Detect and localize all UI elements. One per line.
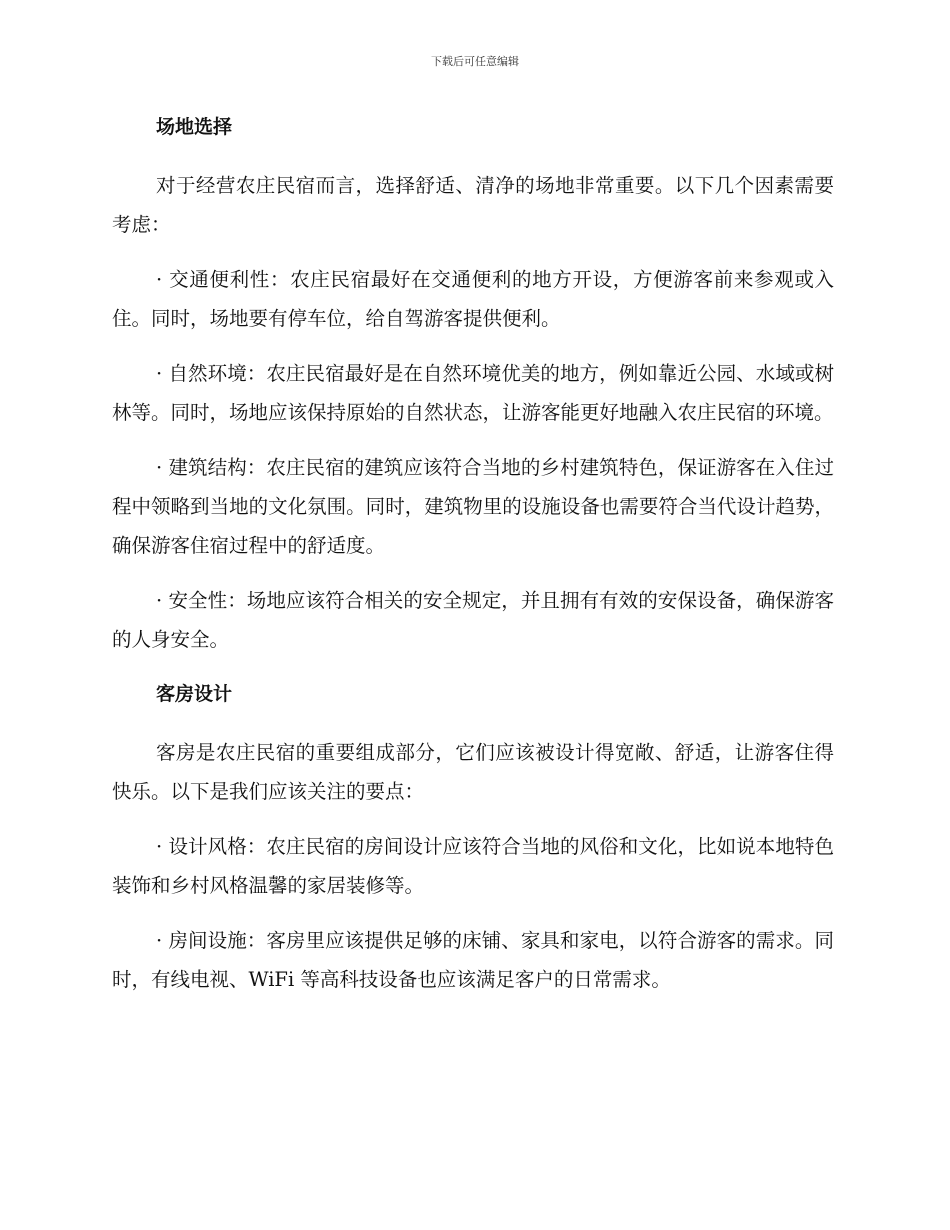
page-header: 下载后可任意编辑 [431,55,519,68]
bullet-building-structure: · 建筑结构：农庄民宿的建筑应该符合当地的乡村建筑特色，保证游客在入住过程中领略到当地的文化氛围。同时，建筑物里的设施设备也需要符合当代设计趋势，确保游客住宿过程中的舒适度。 [112,456,834,557]
bullet-natural-environment: · 自然环境：农庄民宿最好是在自然环境优美的地方，例如靠近公园、水域或树林等。同时，场地应该保持原始的自然状态，让游客能更好地融入农庄民宿的环境。 [112,362,834,424]
bullet-design-style: · 设计风格：农庄民宿的房间设计应该符合当地的风俗和文化，比如说本地特色装饰和乡村风格温馨的家居装修等。 [112,835,834,897]
section-heading-room-design: 客房设计 [156,683,233,705]
bullet-transport: · 交通便利性：农庄民宿最好在交通便利的地方开设，方便游客前来参观或入住。同时，场地要有停车位，给自驾游客提供便利。 [112,268,834,330]
room-design-intro: 客房是农庄民宿的重要组成部分，它们应该被设计得宽敞、舒适，让游客住得快乐。以下是我们应该关注的要点： [112,741,834,803]
bullet-safety: · 安全性：场地应该符合相关的安全规定，并且拥有有效的安保设备，确保游客的人身安全。 [112,589,834,651]
section-heading-site-selection: 场地选择 [156,116,233,138]
document-body [112,112,834,999]
site-selection-intro: 对于经营农庄民宿而言，选择舒适、清净的场地非常重要。以下几个因素需要考虑： [112,174,834,236]
bullet-room-facilities: · 房间设施：客房里应该提供足够的床铺、家具和家电，以符合游客的需求。同时，有线电视、WiFi 等高科技设备也应该满足客户的日常需求。 [112,929,834,991]
